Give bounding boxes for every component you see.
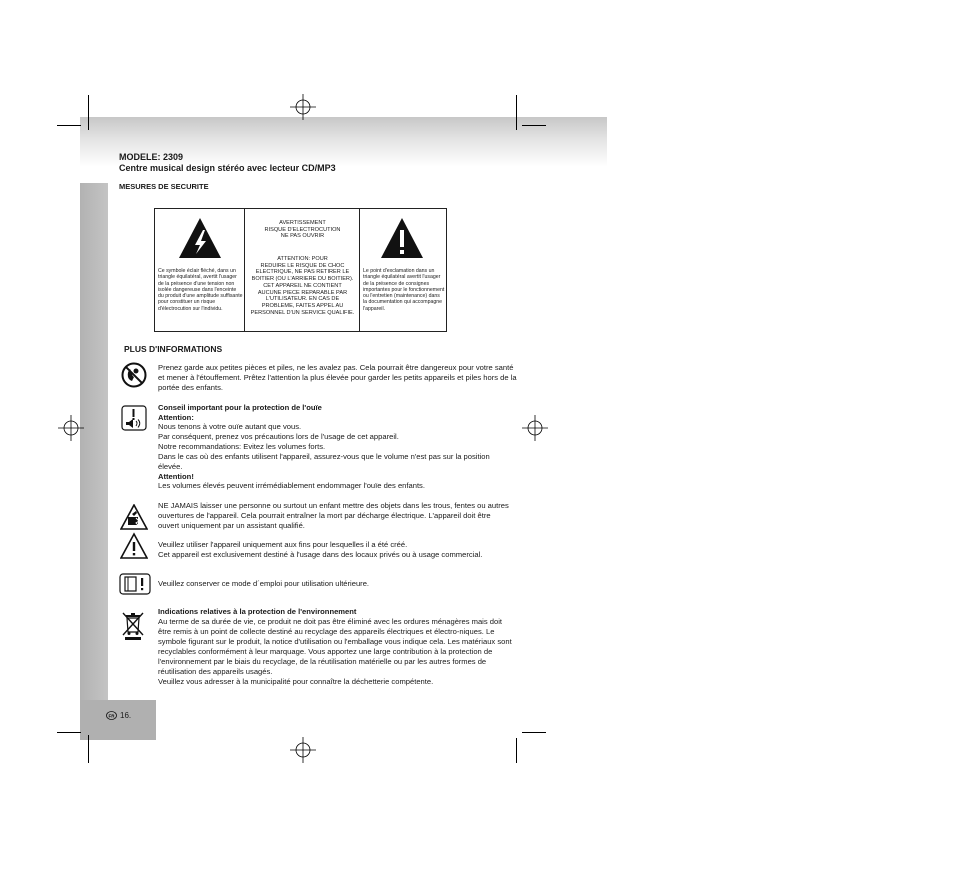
crop-mark	[57, 732, 81, 733]
keep-manual-icon	[119, 573, 151, 595]
page-tab	[80, 700, 156, 740]
hearing-title: Conseil important pour la protection de l'ouïe	[158, 403, 322, 412]
warning-cell-shock	[155, 209, 245, 331]
model-title: MODELE: 2309	[119, 152, 184, 162]
hearing-protection-icon	[121, 405, 147, 431]
no-small-parts-icon	[121, 362, 147, 388]
crop-mark	[522, 125, 546, 126]
hearing-attention-label: Attention:	[158, 413, 194, 422]
crop-mark	[57, 125, 81, 126]
crop-mark	[522, 732, 546, 733]
registration-mark-icon	[522, 415, 548, 441]
caution-triangle-icon	[120, 532, 148, 560]
openings-text: NE JAMAIS laisser une personne ou surtout un enfant mettre des objets dans les trous, fentes ou autres ouvertures de l'appareil. Cela pourrait entraîner la mort par décharge électrique. L'appareil doit être ouvert uniquement par un assistant qualifié.	[158, 501, 509, 530]
exclamation-warning-icon	[379, 216, 425, 260]
warning-table	[154, 208, 447, 332]
registration-mark-icon	[290, 737, 316, 763]
warning-cell-caution	[245, 209, 360, 331]
safety-heading: MESURES DE SECURITE	[119, 182, 209, 191]
shock-symbol-text: Ce symbole éclair fléché, dans un triangle équilatéral, avertit l'usager de la présence d'une tension non isolée dangereuse dans l'enceinte du produit d'une amplitude suffisante pour constituer un risque d'électrocution sur l'individu.	[158, 268, 243, 312]
usage-text: Veuillez utiliser l'appareil uniquement aux fins pour lesquelles il a été créé. Cet appareil est exclusivement destiné à l'usage dans des locaux privés ou à usage commercial.	[158, 540, 483, 559]
crop-mark	[516, 738, 517, 763]
language-badge-text: FR	[108, 713, 115, 719]
warning-cell-exclamation	[360, 209, 446, 331]
registration-mark-icon	[58, 415, 84, 441]
keep-manual-text: Veuillez conserver ce mode d´emploi pour utilisation ultérieure.	[158, 579, 370, 588]
caution-body-text: ATTENTION: POUR REDUIRE LE RISQUE DE CHOC ELECTRIQUE, NE PAS RETIRER LE BOITIER (OU L'ARRIERE DU BOITIER). CET APPAREIL NE CONTIENT AUCUNE PIECE REPARABLE PAR L'UTILISATEUR. EN CAS DE PROBLEME, FAITES APPEL AU PERSONNEL D'UN SERVICE QUALIFIE.	[250, 256, 355, 316]
page-number: 16.	[120, 711, 132, 720]
small-parts-text: Prenez garde aux petites pièces et piles, ne les avalez pas. Cela pourrait être dangereux pour votre santé et mener à l'étouffement. Prêtez l'attention la plus élevée pour garder les petits appareils et piles hors de la portée des enfants.	[158, 363, 517, 392]
registration-mark-icon	[290, 94, 316, 120]
lightning-warning-icon	[177, 216, 223, 260]
weee-bin-icon	[122, 611, 144, 641]
hearing-body: Nous tenons à votre ouïe autant que vous. Par conséquent, prenez vos précautions lors de l'usage de cet appareil. Notre recommandations: Evitez les volumes forts. Dans le cas où des enfants utilisent l'appareil, assurez-vous que le volume n'est pas sur la position élevée.	[158, 422, 490, 471]
environment-body: Au terme de sa durée de vie, ce produit ne doit pas être éliminé avec les ordures ménagères mais doit être remis à un point de collecte destiné au recyclage des appareils électriques et électro-niques. Le symbole figurant sur le produit, la notice d'utilisation ou l'emballage vous indique cela. Les matériaux sont recyclables conformément à leur marquage. Vous apportez une large contribution à la protection de l'environnement par le biais du recyclage, de la réutilisation matérielle ou par les autres formes de réutilisation des appareils usagés. Veuillez vous adresser à la municipalité pour connaître la déchetterie compétente.	[158, 617, 512, 686]
caution-heading-text: AVERTISSEMENT RISQUE D'ELECTROCUTION NE PAS OUVRIR	[264, 220, 341, 240]
crop-mark	[88, 95, 89, 130]
environment-title: Indications relatives à la protection de l'environnement	[158, 607, 357, 616]
language-badge-icon	[106, 711, 117, 720]
crop-mark	[516, 95, 517, 130]
more-info-heading: PLUS D'INFORMATIONS	[124, 344, 223, 354]
product-subtitle: Centre musical design stéréo avec lecteur CD/MP3	[119, 163, 336, 173]
crop-mark	[88, 735, 89, 763]
hearing-attention-label-2: Attention!	[158, 472, 194, 481]
side-band	[80, 183, 108, 739]
hearing-body-2: Les volumes élevés peuvent irrémédiablement endommager l'ouïe des enfants.	[158, 481, 425, 490]
no-objects-in-openings-icon	[120, 504, 148, 530]
exclamation-symbol-text: Le point d'exclamation dans un triangle équilatéral avertit l'usager de la présence de consignes importantes pour le fonctionnement ou l'entretien (maintenance) dans la documentation qui accompagne l'appareil.	[363, 268, 445, 312]
